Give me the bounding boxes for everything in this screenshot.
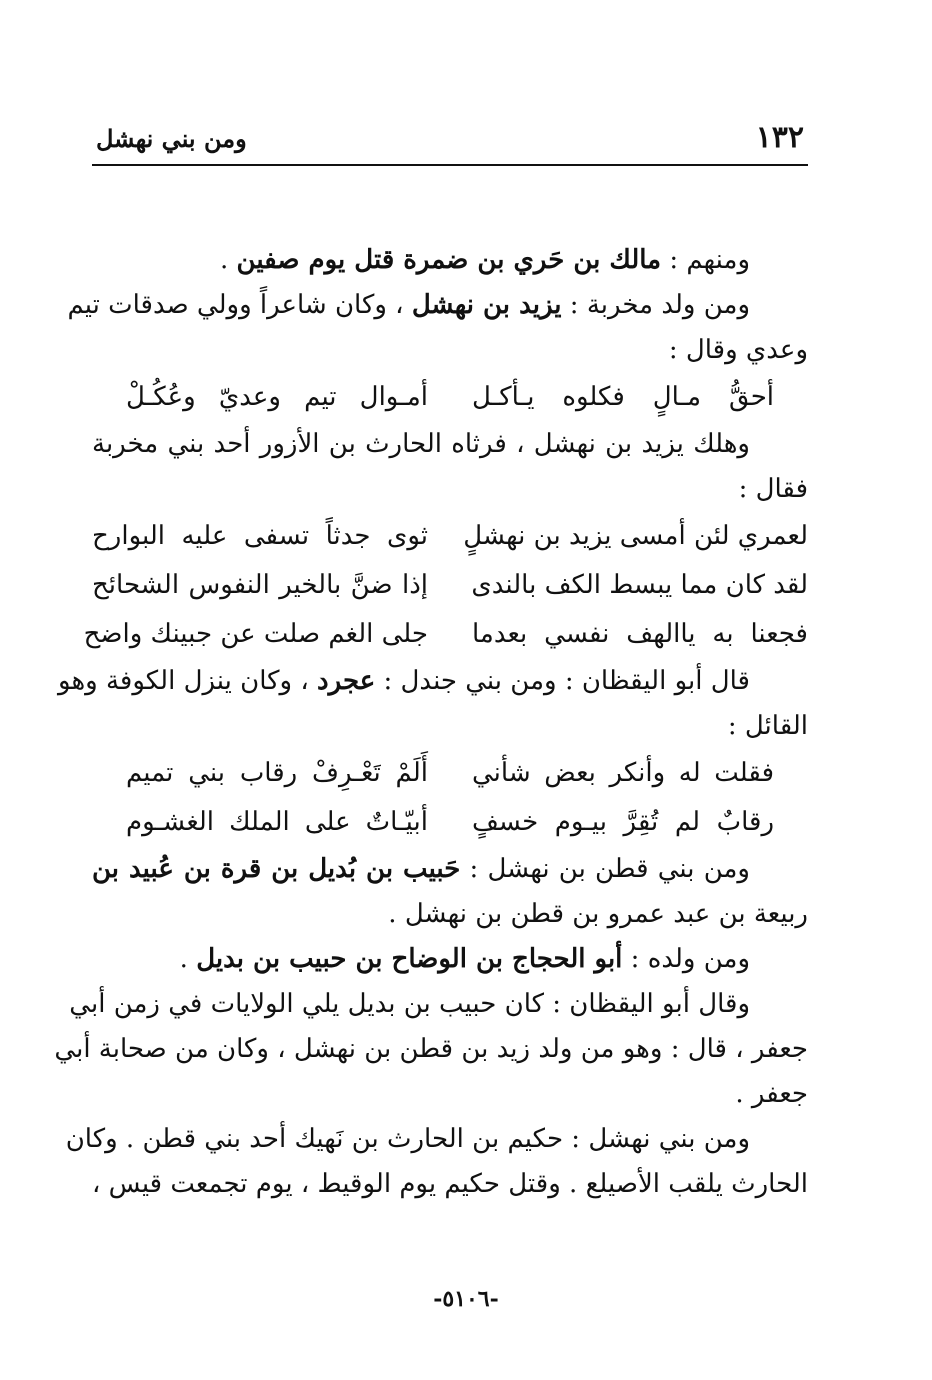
page-number: ١٣٢ (755, 120, 804, 155)
verse-first-hemistich: رقابٌ لم تُقِرَّ بيـوم خسفٍ (472, 807, 774, 837)
paragraph-line: جعفر . (735, 1079, 808, 1109)
poetry-verse (92, 512, 808, 561)
body-text (54, 238, 808, 1207)
page-header (92, 118, 808, 162)
verse-first-hemistich: فجعنا به ياالهف نفسي بعدما (472, 619, 808, 649)
bold-name: أبو الحجاج بن الوضاح بن حبيب بن بديل (196, 944, 623, 974)
poetry-verse (92, 561, 808, 610)
verse-second-hemistich: إذا ضنَّ بالخير النفوس الشحائح (92, 570, 428, 600)
paragraph-line: جعفر ، قال : وهو من ولد زيد بن قطن بن نهشل ، وكان من صحابة أبي (54, 1034, 808, 1064)
bold-name: حَبيب بن بُديل بن قرة بن عُبيد بن (92, 854, 461, 884)
paragraph-line: ومن بني نهشل : حكيم بن الحارث بن نَهيك أحد بني قطن . وكان (65, 1124, 750, 1154)
paragraph-line: الحارث يلقب الأصيلع . وقتل حكيم يوم الوقيط ، يوم تجمعت قيس ، (92, 1169, 808, 1199)
text-run: قال أبو اليقظان : ومن بني جندل : (375, 666, 750, 696)
text-run: . (179, 944, 197, 974)
verse-second-hemistich: جلى الغم صلت عن جبينك واضح (83, 619, 428, 649)
bold-name: يزيد بن نهشل (411, 290, 562, 320)
verse-first-hemistich: فقلت له وأنكر بعض شأني (472, 758, 774, 788)
paragraph-line: القائل : (727, 711, 808, 741)
poetry-verse (83, 610, 808, 659)
paragraph-line (92, 238, 808, 283)
bold-name: عجرد (317, 666, 376, 696)
text-run: ومن بني قطن بن نهشل : (460, 854, 750, 884)
verse-first-hemistich: أحقُّ مـالٍ فكلوه يـأكـل (472, 382, 774, 412)
paragraph-line (92, 847, 808, 892)
text-run: ومن ولد مخربة : (561, 290, 750, 320)
verse-second-hemistich: ثوى جدثاً تسفى عليه البوارح (92, 521, 428, 551)
verse-second-hemistich: أبيّـاتٌ على الملك الغشـوم (126, 807, 428, 837)
text-run: ومنهم : (661, 245, 750, 275)
poetry-verse (92, 749, 808, 798)
poetry-verse (92, 798, 808, 847)
folio-number: -٥١٠٦- (433, 1286, 499, 1312)
poetry-verse (92, 373, 808, 422)
paragraph-line (92, 937, 808, 982)
verse-second-hemistich: أَلَمْ تَعْـرِفْ رقاب بني تميم (126, 758, 428, 788)
running-title: ومن بني نهشل (96, 124, 247, 153)
verse-first-hemistich: لقد كان مما يبسط الكف بالندى (471, 570, 808, 600)
paragraph-line: فقال : (738, 474, 808, 504)
paragraph-line (58, 659, 808, 704)
paragraph-line: وقال أبو اليقظان : كان حبيب بن بديل يلي الولايات في زمن أبي (69, 989, 750, 1019)
verse-first-hemistich: لعمري لئن أمسى يزيد بن نهشلٍ (463, 521, 808, 551)
text-run: . (220, 245, 237, 275)
verse-second-hemistich: أمـوال تيم وعديّ وعُكُـلْ (126, 382, 428, 412)
paragraph-line: ربيعة بن عبد عمرو بن قطن بن نهشل . (388, 899, 808, 929)
paragraph-line: وعدي وقال : (668, 335, 808, 365)
bold-name: مالك بن حَري بن ضمرة قتل يوم صفين (236, 245, 662, 275)
paragraph-line: وهلك يزيد بن نهشل ، فرثاه الحارث بن الأزور أحد بني مخربة (92, 429, 750, 459)
text-run: ، وكان ينزل الكوفة وهو (58, 666, 318, 696)
text-run: ، وكان شاعراً وولي صدقات تيم (67, 290, 412, 320)
paragraph-line (67, 283, 808, 328)
header-rule (92, 164, 808, 166)
text-run: ومن ولده : (622, 944, 750, 974)
